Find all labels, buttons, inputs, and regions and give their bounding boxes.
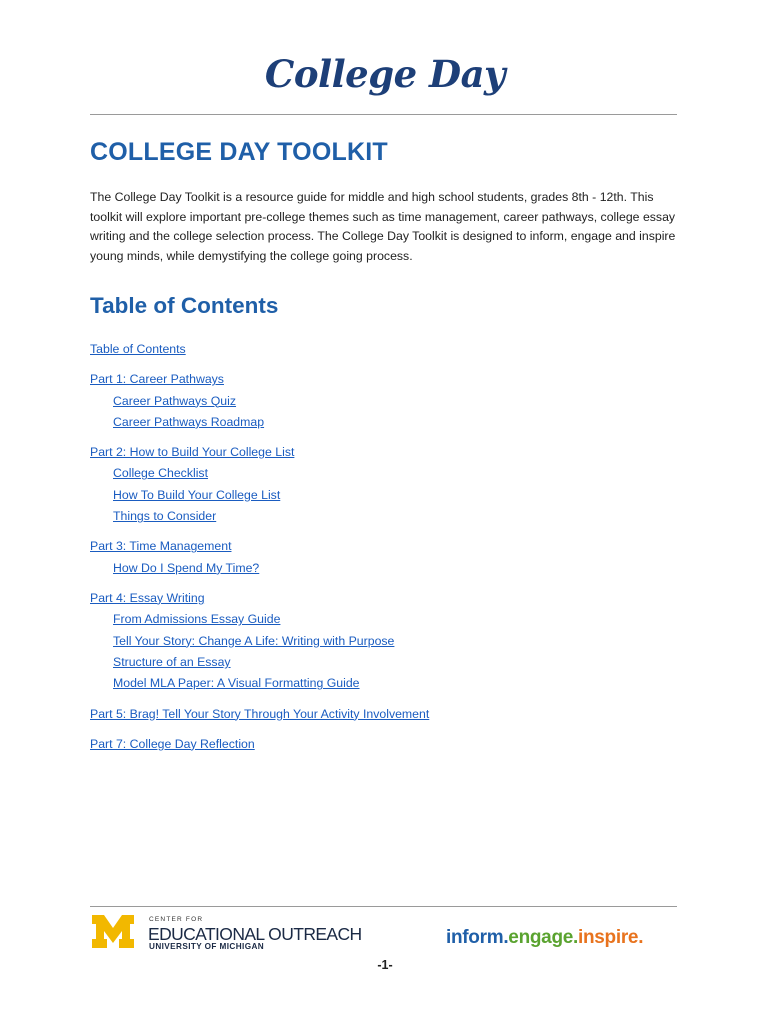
- tagline-engage: engage: [508, 927, 574, 948]
- tagline-dot-1: .: [503, 927, 509, 948]
- toc-link-table-of-contents[interactable]: Table of Contents: [90, 342, 186, 356]
- tagline-inspire: inspire: [578, 927, 639, 948]
- table-of-contents: [90, 339, 690, 755]
- toc-link-structure-of-essay[interactable]: Structure of an Essay: [113, 655, 231, 670]
- header-divider: [90, 114, 677, 115]
- toc-link-part-2[interactable]: Part 2: How to Build Your College List: [90, 445, 295, 459]
- document-title: COLLEGE DAY TOOLKIT: [90, 138, 388, 166]
- toc-link-career-pathways-roadmap[interactable]: Career Pathways Roadmap: [113, 414, 265, 429]
- toc-link-part-7[interactable]: Part 7: College Day Reflection: [90, 736, 255, 751]
- toc-link-part-3[interactable]: Part 3: Time Management: [90, 539, 232, 554]
- toc-link-part-4[interactable]: Part 4: Essay Writing: [90, 590, 205, 605]
- um-center-for-label: CENTER FOR: [149, 916, 204, 923]
- um-educational-outreach: EDUCATIONAL OUTREACH: [148, 924, 362, 944]
- toc-link-tell-your-story[interactable]: Tell Your Story: Change A Life: Writing with Purpose: [113, 633, 395, 648]
- intro-paragraph: The College Day Toolkit is a resource guide for middle and high school students, grades 8th - 12th. This toolkit will explore important pre-college themes such as time management, career pathways, college essay writing and the college selection process. The College Day Toolkit is designed to inform, engage and inspire young minds, while demystifying the college going process.: [90, 190, 676, 264]
- tagline-dot-3: .: [638, 927, 644, 948]
- inform-engage-inspire-tagline: [446, 927, 643, 949]
- um-university-label: UNIVERSITY OF MICHIGAN: [149, 942, 265, 951]
- page-number: -1-: [377, 958, 393, 972]
- college-day-logo: College Day: [264, 52, 506, 96]
- toc-link-part-5[interactable]: Part 5: Brag! Tell Your Story Through Your Activity Involvement: [90, 706, 430, 721]
- toc-link-college-checklist[interactable]: College Checklist: [113, 466, 209, 481]
- toc-link-model-mla-paper[interactable]: Model MLA Paper: A Visual Formatting Guide: [113, 676, 360, 691]
- toc-link-part-1[interactable]: Part 1: Career Pathways: [90, 372, 224, 387]
- tagline-dot-2: .: [573, 927, 578, 948]
- toc-heading: Table of Contents: [90, 293, 279, 318]
- footer-divider: [90, 906, 677, 907]
- toc-link-career-pathways-quiz[interactable]: Career Pathways Quiz: [113, 393, 237, 408]
- university-of-michigan-block-m-logo: [92, 915, 134, 948]
- toc-link-spend-my-time[interactable]: How Do I Spend My Time?: [113, 560, 260, 575]
- toc-link-build-college-list[interactable]: How To Build Your College List: [113, 487, 281, 502]
- toc-link-admissions-essay-guide[interactable]: From Admissions Essay Guide: [113, 612, 281, 627]
- tagline-inform: inform: [446, 927, 504, 948]
- toc-link-things-to-consider[interactable]: Things to Consider: [113, 509, 217, 524]
